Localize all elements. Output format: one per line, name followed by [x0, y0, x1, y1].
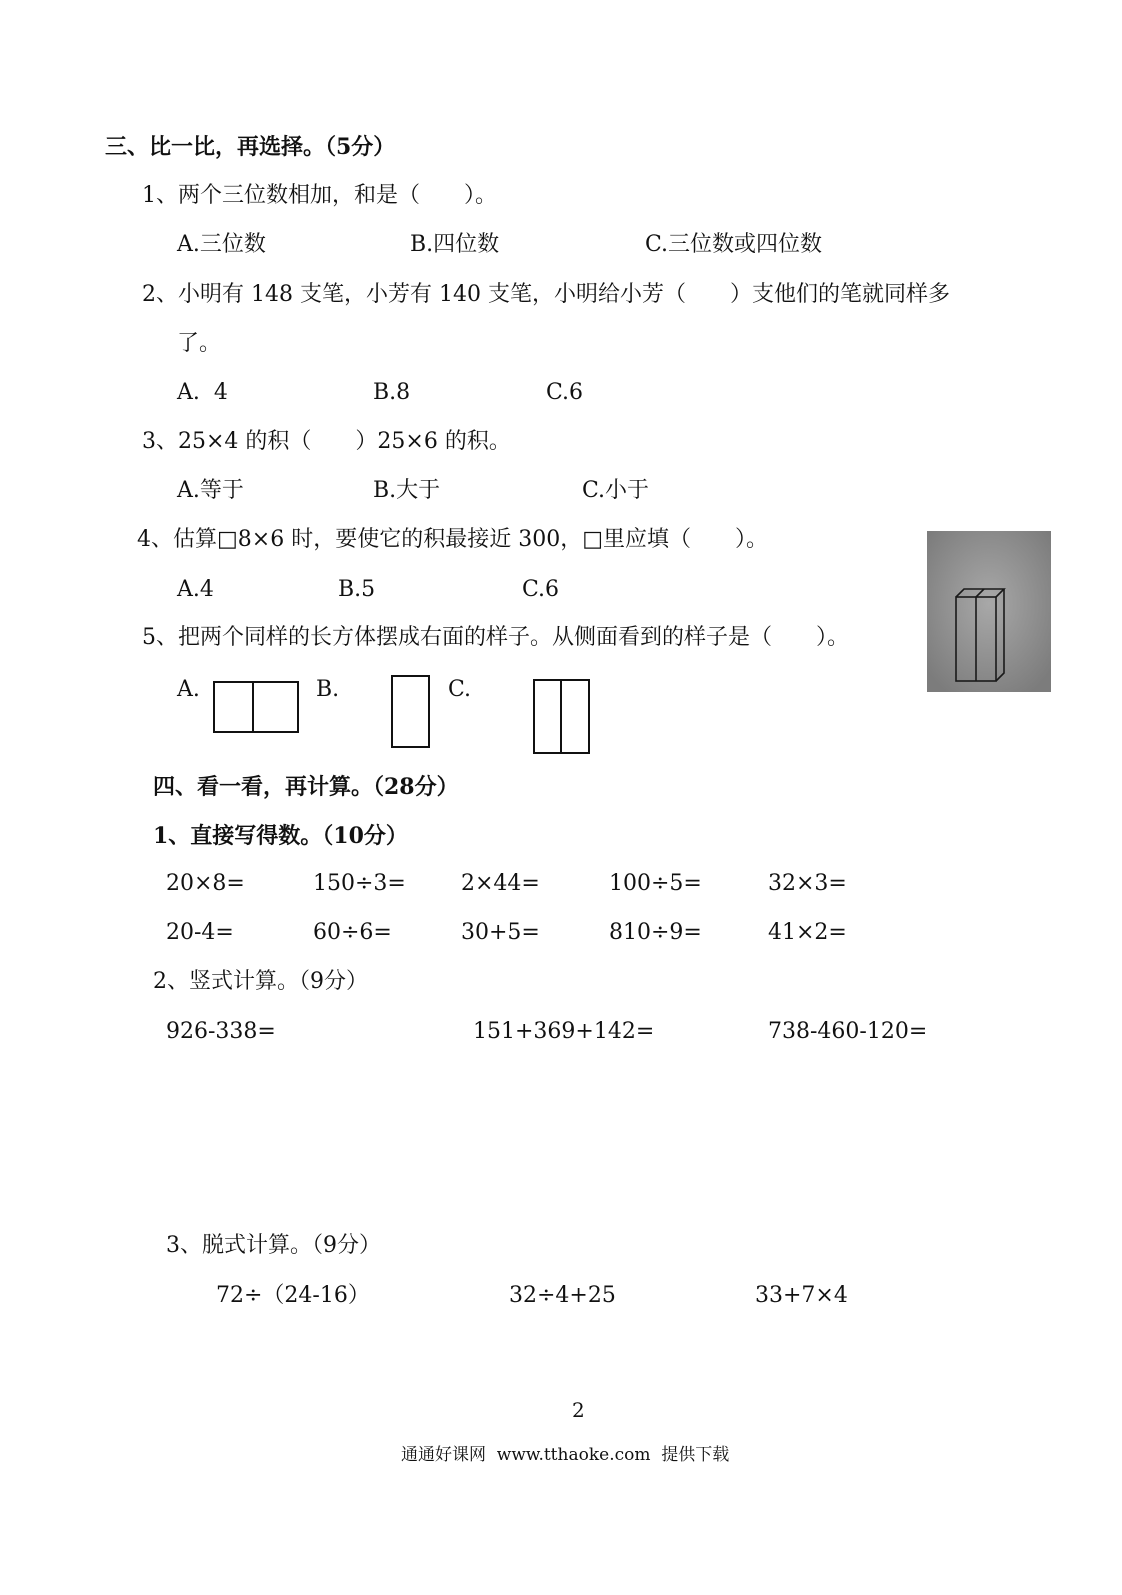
- q1-text: 1、两个三位数相加，和是（ ）。: [142, 183, 497, 208]
- calc-item: 2×44=: [461, 871, 540, 896]
- cuboid-photo: [927, 531, 1051, 692]
- page-number: 2: [572, 1398, 585, 1422]
- calc-item: 41×2=: [768, 920, 847, 945]
- stepwise-calc-item: 32÷4+25: [509, 1283, 616, 1308]
- footer-credit: 通通好课网 www.tthaoke.com 提供下载: [401, 1445, 730, 1465]
- calc-item: 150÷3=: [313, 871, 406, 896]
- q5-option-c: C.: [448, 677, 472, 702]
- q2-text-cont: 了。: [177, 331, 222, 356]
- calc-item: 20×8=: [166, 871, 245, 896]
- q3-text: 3、25×4 的积（ ）25×6 的积。: [142, 429, 511, 454]
- q2-option-b: B.8: [373, 380, 411, 405]
- q4-option-a: A.4: [177, 577, 214, 602]
- part1-title: 1、直接写得数。（10分）: [153, 823, 408, 849]
- cuboid-sketch: [927, 531, 1051, 692]
- calc-item: 32×3=: [768, 871, 847, 896]
- calc-item: 60÷6=: [313, 920, 392, 945]
- section3-title: 三、比一比，再选择。（5分）: [105, 134, 396, 160]
- option-a-divider: [252, 681, 254, 733]
- q3-option-a: A.等于: [177, 478, 244, 503]
- q4-option-c: C.6: [522, 577, 560, 602]
- calc-item: 810÷9=: [609, 920, 702, 945]
- calc-item: 100÷5=: [609, 871, 702, 896]
- q1-option-a: A.三位数: [177, 232, 266, 257]
- vertical-calc-item: 151+369+142=: [473, 1019, 655, 1044]
- stepwise-calc-item: 72÷（24-16）: [216, 1283, 370, 1308]
- option-b-shape: [391, 675, 430, 748]
- q4-option-b: B.5: [338, 577, 376, 602]
- vertical-calc-item: 738-460-120=: [768, 1019, 928, 1044]
- calc-item: 30+5=: [461, 920, 540, 945]
- option-c-divider: [560, 679, 562, 754]
- stepwise-calc-item: 33+7×4: [755, 1283, 848, 1308]
- q5-option-a: A.: [177, 677, 200, 702]
- q4-text: 4、估算□8×6 时，要使它的积最接近 300，□里应填（ ）。: [137, 527, 768, 552]
- q1-option-c: C.三位数或四位数: [645, 232, 823, 257]
- part3-title: 3、脱式计算。（9分）: [166, 1233, 381, 1258]
- section4-title: 四、看一看，再计算。（28分）: [153, 774, 459, 800]
- calc-item: 20-4=: [166, 920, 234, 945]
- q5-text: 5、把两个同样的长方体摆成右面的样子。从侧面看到的样子是（ ）。: [142, 625, 849, 650]
- q2-text: 2、小明有 148 支笔，小芳有 140 支笔，小明给小芳（ ）支他们的笔就同样多: [142, 282, 950, 307]
- q1-option-b: B.四位数: [410, 232, 500, 257]
- option-a-shape: [213, 681, 299, 733]
- q5-option-b: B.: [316, 677, 340, 702]
- q2-option-c: C.6: [546, 380, 584, 405]
- q2-option-a: A. 4: [177, 380, 228, 405]
- q3-option-c: C.小于: [582, 478, 650, 503]
- part2-title: 2、竖式计算。（9分）: [153, 969, 368, 994]
- q3-option-b: B.大于: [373, 478, 441, 503]
- vertical-calc-item: 926-338=: [166, 1019, 276, 1044]
